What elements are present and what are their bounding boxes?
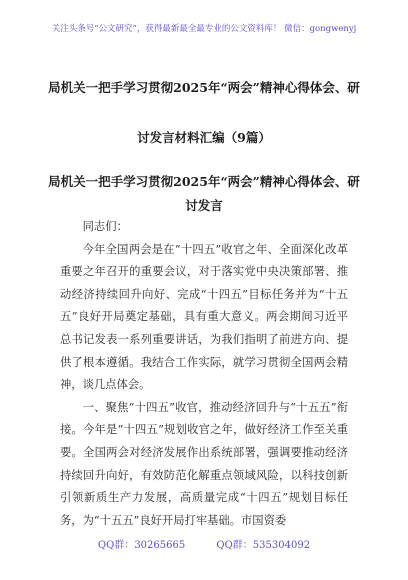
document-title-line-1: 局机关一把手学习贯彻2025年“两会”精神心得体会、研 [48,80,360,95]
salutation: 同志们： [82,220,128,233]
document-title-line-2: 讨发言材料汇编（9篇） [137,130,271,145]
article-body [60,216,348,532]
article-title-line-2: 讨发言 [185,198,223,213]
paragraph: 今年全国两会是在“十四五”收官之年、全面深化改革重要之年召开的重要会议，对于落实党中央决策部署、推动经济持续回升向好、完成“十四五”目标任务并为“十五五”良好开局奠定基础，具有重大意义。两会期间习近平总书记发表一系列重要讲话，为我们指明了前进方向、提供了根本遵循。我结合工作实际，就学习贯彻全国两会精神，谈几点体会。 [60,242,348,392]
paragraph: 一、聚焦“十四五”收官，推动经济回升与“十五五”衔接。今年是“十四五”规划收官之年，做好经济工作至关重要。全国两会对经济发展作出系统部署，强调要推动经济持续回升向好，有效防范化解重点领域风险，以科技创新引领新质生产力发展，高质量完成“十四五”规划目标任务，为“十五五”良好开局打牢基础。市国资委 [60,400,348,527]
qq-group-2: QQ群：535304092 [216,540,311,551]
header-note: 关注头条号“公文研究”，获得最新最全最专业的公文资料库！ 微信：gongwenyj [51,24,357,34]
article-title-line-1: 局机关一把手学习贯彻2025年“两会”精神心得体会、研 [48,174,360,189]
qq-group-1: QQ群：30265665 [97,540,186,551]
footer-qq-groups [0,536,408,551]
